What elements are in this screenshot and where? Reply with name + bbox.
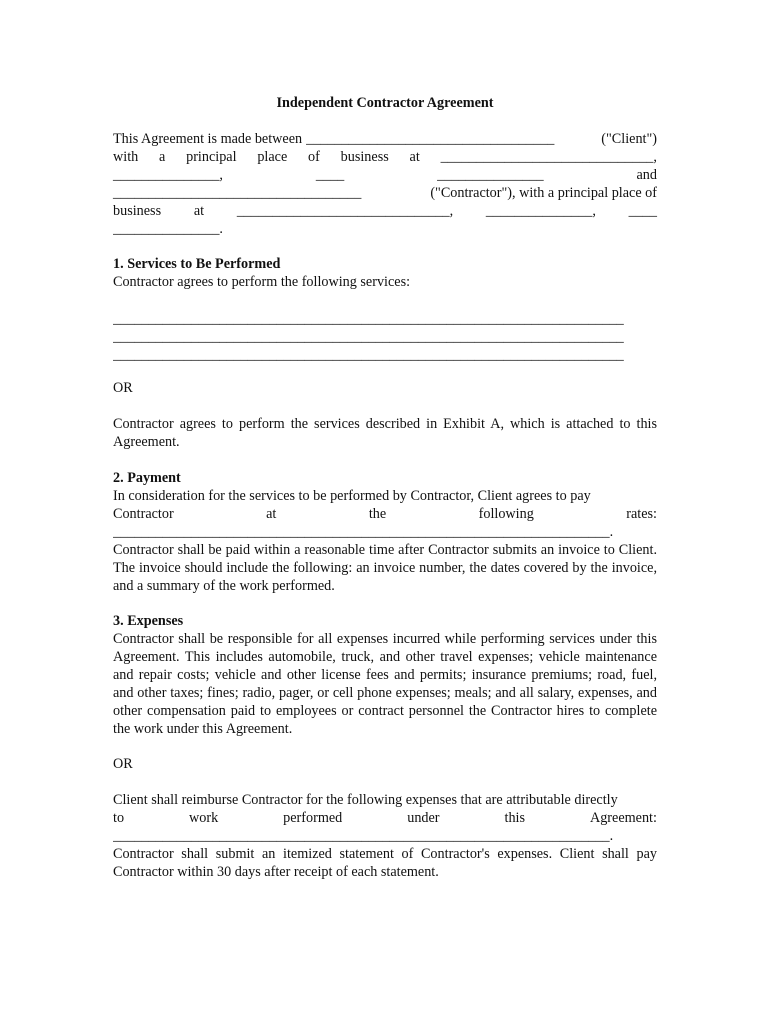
intro-line-3 [113, 166, 657, 184]
section-3-text: Contractor shall be responsible for all expenses incurred while performing services under this Agreement. This includes automobile, truck, and other travel expenses; vehicle maintenance and repair costs; vehicle and other license fees and permits; insurance premiums; road, fuel, and other taxes; fines; radio, pager, or cell phone expenses; meals; and all salary, expenses, and other compensation paid to employees or contract personnel the Contractor hires to complete the work under this Agreement. [113, 631, 657, 737]
intro-line-1 [113, 130, 657, 148]
payment-word: Contractor [113, 506, 174, 522]
section-3-alt-line-2 [113, 809, 657, 827]
services-blank-2[interactable]: ________________________________________________________________________ [113, 329, 624, 345]
payment-word: the [368, 506, 387, 522]
expenses-word: Agreement: [589, 810, 657, 826]
contractor-address-blank[interactable]: ______________________________, [236, 203, 454, 219]
client-label: ("Client") [601, 131, 657, 147]
services-blank-3[interactable]: ________________________________________________________________________ [113, 347, 624, 363]
document-title: Independent Contractor Agreement [276, 95, 494, 111]
client-zip-blank[interactable]: _______________ [437, 167, 544, 183]
section-1-heading: 1. Services to Be Performed [113, 256, 281, 272]
contractor-name-blank[interactable]: ___________________________________ [113, 185, 362, 201]
intro-word: principal [186, 149, 237, 165]
contractor-label: ("Contractor"), with a principal place of [430, 185, 657, 201]
payment-word: following [478, 506, 534, 522]
section-2-heading: 2. Payment [113, 470, 181, 486]
expenses-word: to [113, 810, 125, 826]
intro-word: at [193, 203, 205, 219]
client-city-blank[interactable]: _______________, [113, 167, 223, 183]
intro-word: business [113, 203, 162, 219]
payment-word: rates: [626, 506, 657, 522]
intro-line-2 [113, 148, 657, 166]
intro-word: at [409, 149, 420, 165]
intro-word: place [257, 149, 288, 165]
intro-word: a [159, 149, 166, 165]
expenses-word: under [407, 810, 440, 826]
section-3-heading: 3. Expenses [113, 613, 184, 629]
intro-text: This Agreement is made between [113, 131, 303, 147]
section-1-alt-text: Contractor agrees to perform the services described in Exhibit A, which is attached to this Agreement. [113, 416, 657, 450]
expenses-word: performed [283, 810, 343, 826]
intro-word: and [636, 167, 657, 183]
expenses-word: work [189, 810, 219, 826]
intro-line-4 [113, 184, 657, 202]
services-blank-1[interactable]: ________________________________________________________________________ [113, 311, 624, 327]
client-address-blank[interactable]: ______________________________, [440, 149, 657, 165]
intro-line-5 [113, 202, 657, 220]
expenses-blank[interactable]: ______________________________________________________________________. [113, 828, 614, 844]
section-2-text: Contractor shall be paid within a reasonable time after Contractor submits an invoice to Client. The invoice should include the following: an invoice number, the dates covered by the invoice, and a summary of the work performed. [113, 542, 657, 594]
section-1-text: Contractor agrees to perform the following services: [113, 274, 411, 290]
payment-rates-blank[interactable]: ______________________________________________________________________. [113, 524, 614, 540]
section-2-line-1: In consideration for the services to be performed by Contractor, Client agrees to pay [113, 488, 591, 504]
section-1-or: OR [113, 380, 133, 396]
intro-word: business [340, 149, 389, 165]
contractor-state-blank[interactable]: ____ [628, 203, 657, 219]
section-3-alt-line-1: Client shall reimburse Contractor for the following expenses that are attributable directly [113, 792, 618, 808]
expenses-word: this [504, 810, 525, 826]
client-state-blank[interactable]: ____ [315, 167, 345, 183]
section-2-line-2 [113, 505, 657, 523]
intro-word: of [308, 149, 320, 165]
contractor-city-blank[interactable]: _______________, [485, 203, 596, 219]
contractor-zip-blank[interactable]: _______________. [113, 221, 223, 237]
section-3-or: OR [113, 756, 133, 772]
section-3-final-text: Contractor shall submit an itemized statement of Contractor's expenses. Client shall pay Contractor within 30 days after receipt of each statement. [113, 846, 657, 880]
client-name-blank[interactable]: ___________________________________ [306, 131, 555, 147]
intro-word: with [113, 149, 139, 165]
payment-word: at [266, 506, 277, 522]
